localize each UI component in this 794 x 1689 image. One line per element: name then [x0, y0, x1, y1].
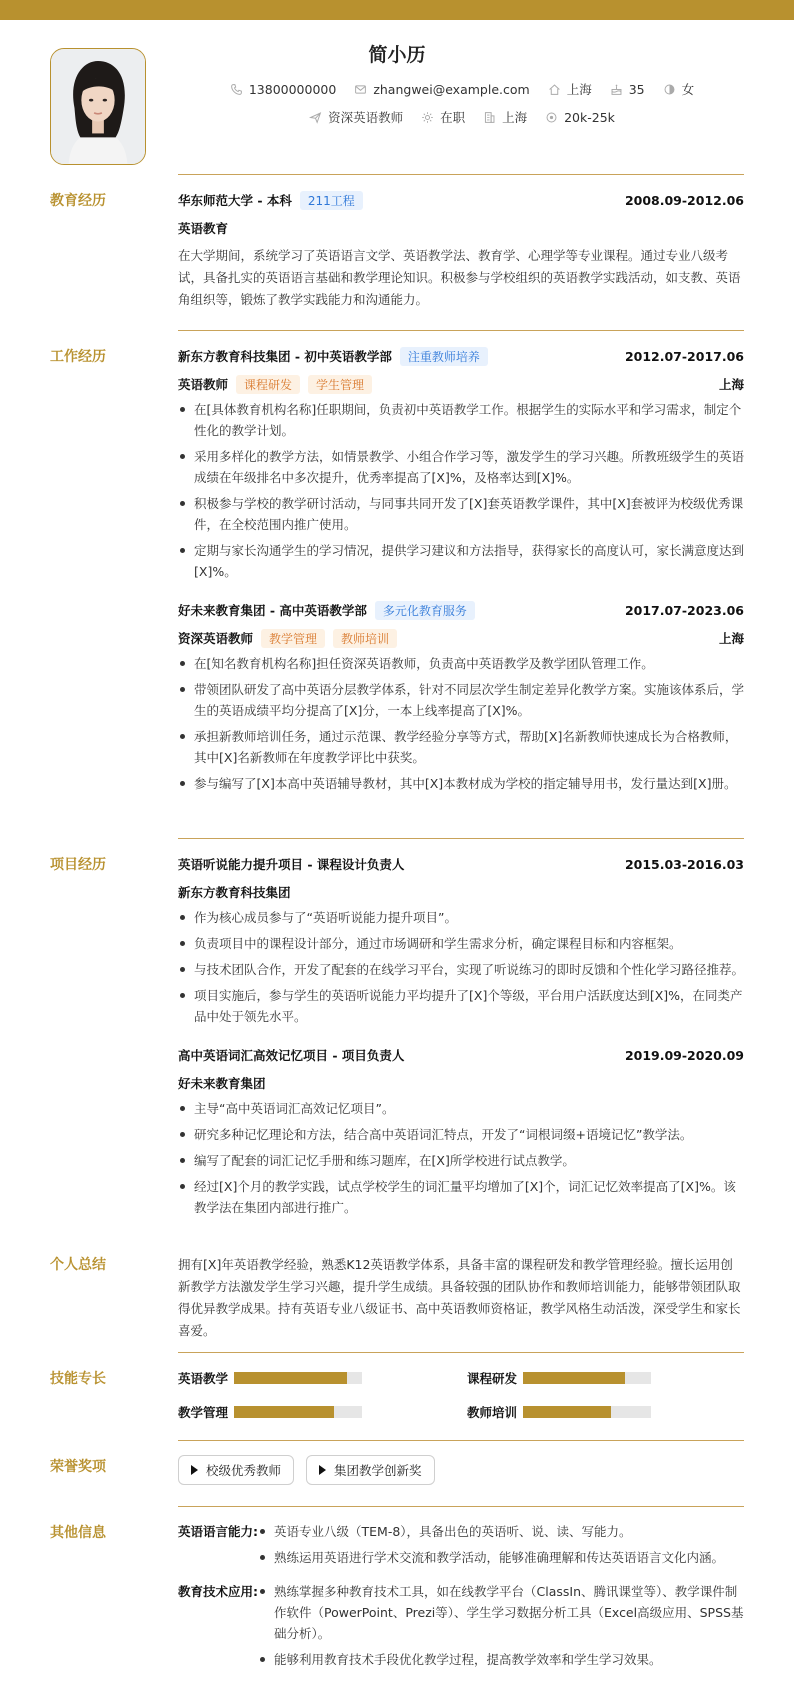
list-item: 能够利用教育技术手段优化教学过程，提高教学效率和学生学习效果。: [258, 1649, 744, 1670]
project-org-row: [178, 881, 744, 903]
salary-text: 20k-25k: [564, 109, 615, 125]
other-bullets: [258, 1581, 744, 1675]
project-name: 高中英语词汇高效记忆项目 - 项目负责人: [178, 1048, 405, 1063]
skill-fill: [234, 1372, 347, 1384]
city-text: 上海: [566, 82, 592, 97]
company-tag: 注重教师培养: [400, 347, 488, 366]
project-date: 2019.09-2020.09: [624, 1047, 744, 1063]
summary-text: 拥有[X]年英语教学经验，熟悉K12英语教学体系，具备丰富的课程研发和教学管理经验。擅长运用创新教学方法激发学生学习兴趣，提升学生成绩。具备较强的团队协作和教师培训能力，能够带领团队取得优异教学成果。持有英语专业八级证书、高中英语教师资格证，教学风格生动活泼，深受学生和家长喜爱。: [178, 1257, 741, 1338]
list-item: 编写了配套的词汇记忆手册和练习题库，在[X]所学校进行试点教学。: [178, 1150, 744, 1171]
major-text: 英语教育: [178, 221, 229, 236]
skill-label: 课程研发: [467, 1371, 518, 1386]
project-org: 好未来教育集团: [178, 1076, 266, 1091]
section-title: 教育经历: [50, 193, 106, 209]
skill-fill: [523, 1406, 611, 1418]
status-item: [421, 108, 465, 126]
candidate-name: 简小历: [368, 44, 426, 66]
job-city: 上海: [718, 377, 744, 392]
job-role: 英语教师: [178, 377, 229, 392]
play-icon: [191, 1465, 198, 1475]
age-item: [610, 82, 645, 97]
age-text: 35: [628, 81, 645, 97]
list-item: 在[具体教育机构名称]任职期间，负责初中英语教学工作。根据学生的实际水平和学习需求，制定个性化的教学计划。: [178, 399, 744, 441]
skill-item: [467, 1401, 756, 1423]
list-item: 带领团队研发了高中英语分层教学体系，针对不同层次学生制定差异化教学方案。实施该体系后，学生的英语成绩平均分提高了[X]分，一本上线率提高了[X]%。: [178, 679, 744, 721]
other-bullets: [258, 1521, 744, 1573]
project-bullets: [178, 907, 744, 1027]
contact-row: [200, 80, 724, 98]
list-item: 定期与家长沟通学生的学习情况，提供学习建议和方法指导，获得家长的高度认可，家长满意度达到[X]%。: [178, 540, 744, 582]
education-body: [178, 174, 744, 311]
skill-bar: [523, 1406, 651, 1418]
education-desc: 在大学期间，系统学习了英语语言文学、英语教学法、教育学、心理学等专业课程。通过专业八级考试，具备扎实的英语语言基础和教学理论知识。积极参与学校组织的英语教学实践活动，如支教、英语角组织等，锻炼了教学实践能力和沟通能力。: [178, 248, 741, 307]
section-title: 技能专长: [50, 1371, 106, 1387]
job-head: [178, 599, 744, 621]
section-title: 项目经历: [50, 857, 106, 873]
gender-text: 女: [681, 82, 695, 97]
list-item: 承担新教师培训任务，通过示范课、教学经验分享等方式，帮助[X]名新教师快速成长为合格教师，其中[X]名新教师在年度教学评比中获奖。: [178, 726, 744, 768]
skill-fill: [234, 1406, 334, 1418]
other-key: 英语语言能力:: [178, 1524, 258, 1539]
project-org: 新东方教育科技集团: [178, 885, 291, 900]
awards-list: [178, 1455, 744, 1485]
skill-bar: [234, 1406, 362, 1418]
other-body: [178, 1506, 744, 1675]
other-section: [50, 1506, 744, 1686]
email-item: [354, 82, 529, 97]
list-item: 参与编写了[X]本高中英语辅导教材，其中[X]本教材成为学校的指定辅导用书，发行量达到[X]册。: [178, 773, 744, 794]
play-icon: [319, 1465, 326, 1475]
role-tag: 课程研发: [236, 375, 300, 394]
skill-item: [178, 1401, 467, 1423]
education-section: [50, 174, 744, 314]
education-head: [178, 189, 744, 211]
list-item: 积极参与学校的教学研讨活动，与同事共同开发了[X]套英语教学课件，其中[X]套被评为校级优秀课件，在全校范围内推广使用。: [178, 493, 744, 535]
list-item: 作为核心成员参与了“英语听说能力提升项目”。: [178, 907, 744, 928]
projects-body: [178, 838, 744, 1223]
project-head: [178, 1044, 744, 1066]
phone-icon: [230, 83, 243, 96]
salary-item: [545, 110, 615, 125]
skill-item: [178, 1367, 467, 1389]
cake-icon: [610, 83, 623, 96]
project-bullets: [178, 1098, 744, 1218]
section-title: 工作经历: [50, 349, 106, 365]
award-label: 校级优秀教师: [206, 1463, 282, 1478]
city-item: [548, 80, 592, 98]
job-role: 资深英语教师: [178, 631, 254, 646]
skill-bar: [234, 1372, 362, 1384]
school-tag: 211工程: [300, 191, 363, 210]
skills-body: [178, 1352, 744, 1423]
job-bullets: [178, 653, 744, 794]
summary-section: [50, 1238, 744, 1352]
work-section: [50, 330, 744, 838]
target-role-text: 资深英语教师: [328, 110, 404, 125]
list-item: 研究多种记忆理论和方法，结合高中英语词汇特点，开发了“词根词缀+语境记忆”教学法。: [178, 1124, 744, 1145]
job-company: 好未来教育集团 - 高中英语教学部: [178, 603, 367, 618]
gender-item: [663, 80, 695, 98]
list-item: 负责项目中的课程设计部分，通过市场调研和学生需求分析，确定课程目标和内容框架。: [178, 933, 744, 954]
job-head: [178, 345, 744, 367]
target-city-item: [483, 108, 527, 126]
other-group: [178, 1521, 744, 1573]
skills-section: [50, 1352, 744, 1440]
job-date: 2012.07-2017.06: [624, 348, 744, 364]
skill-bar: [523, 1372, 651, 1384]
email-text[interactable]: zhangwei@example.com: [373, 81, 530, 97]
target-role-item: [309, 108, 403, 126]
project-org-row: [178, 1072, 744, 1094]
school-name: 华东师范大学 - 本科: [178, 193, 292, 208]
resume-header: [0, 20, 794, 170]
mail-icon: [354, 83, 367, 96]
section-title: 个人总结: [50, 1257, 106, 1273]
other-key: 教育技术应用:: [178, 1584, 258, 1599]
project-entry: [178, 1044, 744, 1218]
building-icon: [483, 111, 496, 124]
skill-fill: [523, 1372, 625, 1384]
project-entry: [178, 853, 744, 1027]
coin-icon: [545, 111, 558, 124]
top-accent-bar: [0, 0, 794, 20]
project-date: 2015.03-2016.03: [624, 856, 744, 872]
awards-section: [50, 1440, 744, 1506]
list-item: 项目实施后，参与学生的英语听说能力平均提升了[X]个等级，平台用户活跃度达到[X]%，在同类产品中处于领先水平。: [178, 985, 744, 1027]
role-tag: 学生管理: [308, 375, 372, 394]
education-major: [178, 217, 744, 239]
section-title: 荣誉奖项: [50, 1459, 106, 1475]
role-tag: 教师培训: [333, 629, 397, 648]
job-role-row: [178, 373, 744, 395]
role-tag: 教学管理: [261, 629, 325, 648]
job-bullets: [178, 399, 744, 582]
projects-section: [50, 838, 744, 1238]
send-icon: [309, 111, 322, 124]
skill-item: [467, 1367, 756, 1389]
award-item[interactable]: [178, 1455, 294, 1485]
gender-icon: [663, 83, 676, 96]
job-entry: [178, 345, 744, 582]
job-role-row: [178, 627, 744, 649]
skill-label: 教学管理: [178, 1405, 229, 1420]
job-city: 上海: [718, 631, 744, 646]
phone-item: [230, 82, 336, 97]
awards-body: [178, 1440, 744, 1485]
list-item: 英语专业八级（TEM-8），具备出色的英语听、说、读、写能力。: [258, 1521, 744, 1542]
award-item[interactable]: [306, 1455, 435, 1485]
summary-body: [178, 1238, 744, 1342]
skill-label: 英语教学: [178, 1371, 229, 1386]
project-name: 英语听说能力提升项目 - 课程设计负责人: [178, 857, 405, 872]
list-item: 熟练掌握多种教育技术工具，如在线教学平台（ClassIn、腾讯课堂等）、教学课件制作软件（PowerPoint、Prezi等）、学生学习数据分析工具（Excel高级应用、SPSS基础分析）。: [258, 1581, 744, 1644]
section-title: 其他信息: [50, 1525, 106, 1541]
list-item: 采用多样化的教学方法，如情景教学、小组合作学习等，激发学生的学习兴趣。所教班级学生的英语成绩在年级排名中多次提升，优秀率提高了[X]%，及格率达到[X]%。: [178, 446, 744, 488]
education-date: 2008.09-2012.06: [624, 192, 744, 208]
job-intent-row: [200, 108, 724, 126]
skill-label: 教师培训: [467, 1405, 518, 1420]
list-item: 在[知名教育机构名称]担任资深英语教师，负责高中英语教学及教学团队管理工作。: [178, 653, 744, 674]
job-date: 2017.07-2023.06: [624, 602, 744, 618]
list-item: 与技术团队合作，开发了配套的在线学习平台，实现了听说练习的即时反馈和个性化学习路径推荐。: [178, 959, 744, 980]
work-body: [178, 330, 744, 799]
job-entry: [178, 599, 744, 794]
award-label: 集团教学创新奖: [334, 1463, 422, 1478]
list-item: 主导“高中英语词汇高效记忆项目”。: [178, 1098, 744, 1119]
job-company: 新东方教育科技集团 - 初中英语教学部: [178, 349, 392, 364]
status-text: 在职: [440, 110, 466, 125]
phone-text[interactable]: 13800000000: [248, 81, 337, 97]
list-item: 熟练运用英语进行学术交流和教学活动，能够准确理解和传达英语语言文化内涵。: [258, 1547, 744, 1568]
company-tag: 多元化教育服务: [375, 601, 475, 620]
other-group: [178, 1581, 744, 1675]
home-icon: [548, 83, 561, 96]
project-head: [178, 853, 744, 875]
skills-grid: [178, 1367, 744, 1423]
target-city-text: 上海: [502, 110, 528, 125]
list-item: 经过[X]个月的教学实践，试点学校学生的词汇量平均增加了[X]个，词汇记忆效率提高了[X]%。该教学法在集团内部进行推广。: [178, 1176, 744, 1218]
gear-icon: [421, 111, 434, 124]
